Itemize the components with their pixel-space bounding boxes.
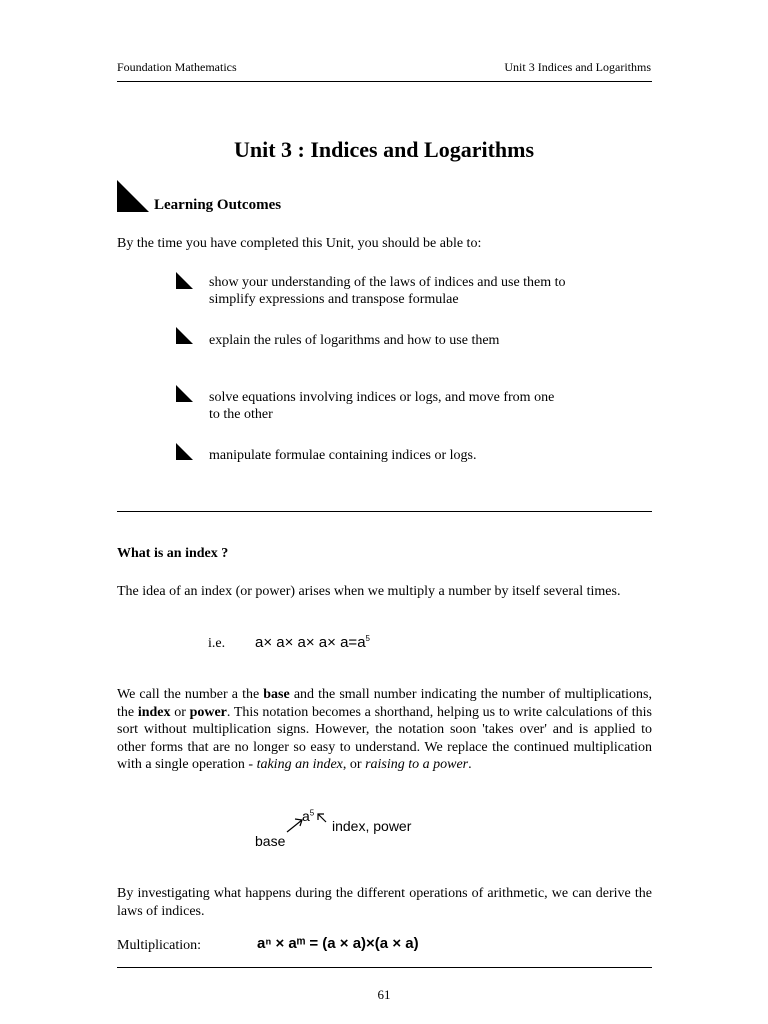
ie-label: i.e. bbox=[208, 636, 226, 651]
multiplication-expression: aⁿ × aᵐ = (a × a)×(a × a) bbox=[257, 935, 419, 952]
example-expression: $a\times a\times a\times a\times a=a^5$ bbox=[255, 634, 370, 651]
index-paragraph-2: We call the number a the base and the small number indicating the number of multiplications, the index or power. This notation becomes a shorthand, helping us to write calculations of this sort without multiplication signs. However, the notation soon 'takes over' and is applied to other forms that are no longer so easy to understand. We replace the continued multiplication with a single operation - taking an index, or raising to a power. bbox=[117, 687, 653, 772]
list-item: explain the rules of logarithms and how to use them bbox=[209, 333, 500, 348]
index-paragraph-1: The idea of an index (or power) arises when we multiply a number by itself several times. bbox=[117, 584, 621, 599]
header-rule bbox=[117, 81, 652, 82]
list-item: manipulate formulae containing indices or logs. bbox=[209, 448, 477, 463]
triangle-bullet-icon bbox=[176, 272, 193, 289]
list-item: show your understanding of the laws of indices and use them to simplify expressions and transpose formulae bbox=[209, 275, 566, 307]
section-divider bbox=[117, 511, 652, 512]
multiplication-label: Multiplication: bbox=[117, 938, 201, 953]
triangle-bullet-icon bbox=[117, 180, 149, 212]
header-left: Foundation Mathematics bbox=[117, 60, 237, 74]
learning-outcomes-intro: By the time you have completed this Unit, you should be able to: bbox=[117, 236, 482, 251]
triangle-bullet-icon bbox=[176, 443, 193, 460]
triangle-bullet-icon bbox=[176, 385, 193, 402]
page-number: 61 bbox=[377, 987, 391, 1002]
section-heading: What is an index ? bbox=[117, 546, 229, 561]
base-index-diagram bbox=[250, 806, 470, 856]
power-symbol: $a^5$ bbox=[302, 808, 315, 824]
index-power-label: index, power bbox=[332, 818, 412, 834]
header-right: Unit 3 Indices and Logarithms bbox=[504, 60, 651, 74]
list-item: solve equations involving indices or logs, and move from one to the other bbox=[209, 390, 555, 422]
base-label: base bbox=[255, 833, 286, 849]
triangle-bullet-icon bbox=[176, 327, 193, 344]
learning-outcomes-heading: Learning Outcomes bbox=[154, 197, 282, 213]
index-paragraph-3: By investigating what happens during the different operations of arithmetic, we can derive the laws of indices. bbox=[117, 886, 652, 919]
page-title: Unit 3 : Indices and Logarithms bbox=[233, 137, 535, 162]
footer-rule bbox=[117, 967, 652, 968]
arrow-icon bbox=[316, 812, 328, 824]
